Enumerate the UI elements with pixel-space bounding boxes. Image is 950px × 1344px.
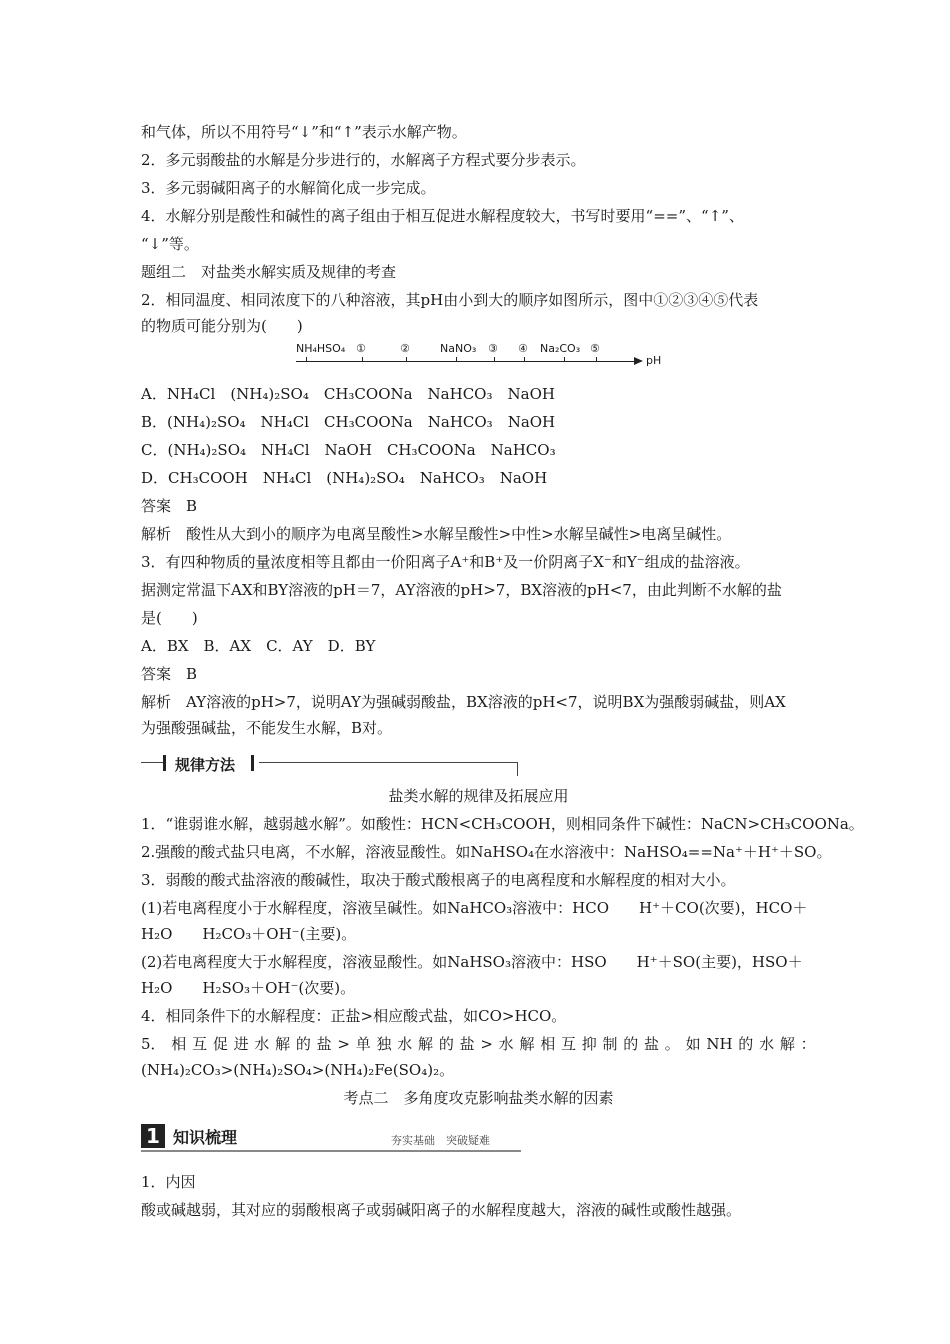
justified-char: 盐 [459, 1035, 475, 1053]
text-line: 和气体，所以不用符号“↓”和“↑”表示水解产物。 [141, 123, 467, 141]
justified-char: 解 [275, 1035, 291, 1053]
justified-char: 水 [759, 1035, 775, 1053]
justified-char: 的 [295, 1035, 311, 1053]
ph-tick [596, 357, 597, 361]
justified-char: 盐 [316, 1035, 332, 1053]
justified-char: 相 [171, 1035, 187, 1053]
ph-tick [564, 357, 565, 361]
justified-char: 。 [664, 1035, 680, 1053]
justified-char: 相 [540, 1035, 556, 1053]
answer-text: 答案 B [141, 665, 198, 683]
ph-tick [494, 357, 495, 361]
justified-char: 互 [560, 1035, 576, 1053]
section-heading: 题组二 对盐类水解实质及规律的考查 [141, 263, 397, 281]
rule-item: 2.强酸的酸式盐只电离，不水解，溶液显酸性。如NaHSO₄在水溶液中：NaHSO₄==Na⁺＋H⁺＋SO。 [141, 843, 832, 861]
answer-text: 答案 B [141, 497, 198, 515]
method-rule-right [259, 762, 517, 763]
justified-char: 水 [397, 1035, 413, 1053]
question-text: 据测定常温下AX和BY溶液的pH＝7，AY溶液的pH>7，BX溶液的pH<7，由此判断不水解的盐 [141, 581, 782, 599]
justified-char: 如 [685, 1035, 701, 1053]
explanation-text: 解析 酸性从大到小的顺序为电离呈酸性>水解呈酸性>中性>水解呈碱性>电离呈碱性。 [141, 525, 732, 543]
justified-char: 进 [233, 1035, 249, 1053]
explanation-text: 解析 AY溶液的pH>7，说明AY为强碱弱酸盐，BX溶液的pH<7，说明BX为强酸弱碱盐，则AX [141, 693, 786, 711]
rule-item: 1．“谁弱谁水解，越弱越水解”。如酸性：HCN<CH₃COOH，则相同条件下碱性：NaCN>CH₃COONa。 [141, 815, 864, 833]
ph-scale-label: ④ [518, 342, 528, 355]
ph-tick [406, 357, 407, 361]
justified-char: 解 [519, 1035, 535, 1053]
rule-item-justified [141, 1034, 816, 1054]
question-text: 的物质可能分别为( ) [141, 317, 303, 335]
rule-item: H₂O H₂CO₃＋OH⁻(主要)。 [141, 925, 357, 943]
knowledge-subtitle: 夯实基础 突破疑难 [391, 1134, 490, 1147]
ph-tick [306, 357, 307, 361]
rule-title: 盐类水解的规律及拓展应用 [388, 787, 569, 805]
rule-item: 4．相同条件下的水解程度：正盐>相应酸式盐，如CO>HCO。 [141, 1007, 567, 1025]
method-rule-cap [517, 762, 518, 776]
ph-scale-diagram [296, 342, 662, 374]
question-text: 是( ) [141, 609, 198, 627]
text-line: 3．多元弱碱阳离子的水解简化成一步完成。 [141, 179, 436, 197]
knowledge-title: 知识梳理 [173, 1128, 238, 1147]
justified-char: 抑 [581, 1035, 597, 1053]
ph-tick [456, 357, 457, 361]
justified-char: 水 [498, 1035, 514, 1053]
justified-char: 5． [141, 1035, 166, 1053]
text-line: “↓”等。 [141, 235, 199, 253]
justified-char: > [480, 1035, 493, 1053]
rule-item: (2)若电离程度大于水解程度，溶液显酸性。如NaHSO₃溶液中：HSO H⁺＋SO(主要)，HSO＋ [141, 953, 803, 971]
justified-char: 的 [438, 1035, 454, 1053]
option-d: D．CH₃COOH NH₄Cl (NH₄)₂SO₄ NaHCO₃ NaOH [141, 469, 548, 487]
knowledge-underline [141, 1150, 521, 1152]
option-a: A．NH₄Cl (NH₄)₂SO₄ CH₃COONa NaHCO₃ NaOH [141, 385, 555, 403]
question-text: 2．相同温度、相同浓度下的八种溶液，其pH由小到大的顺序如图所示，图中①②③④⑤代表 [141, 291, 759, 309]
method-box-header [141, 754, 521, 780]
text-line: 酸或碱越弱，其对应的弱酸根离子或弱碱阳离子的水解程度越大，溶液的碱性或酸性越强。 [141, 1201, 742, 1219]
justified-char: 盐 [644, 1035, 660, 1053]
explanation-text: 为强酸强碱盐，不能发生水解，B对。 [141, 719, 393, 737]
section-title: 考点二 多角度攻克影响盐类水解的因素 [343, 1089, 614, 1107]
method-bar-mark [251, 755, 254, 771]
option-b: B．(NH₄)₂SO₄ NH₄Cl CH₃COONa NaHCO₃ NaOH [141, 413, 556, 431]
knowledge-box-header [141, 1124, 521, 1148]
justified-char: 促 [212, 1035, 228, 1053]
method-bar-mark [163, 755, 166, 771]
method-title: 规律方法 [175, 756, 236, 774]
ph-scale-label: ⑤ [590, 342, 600, 355]
rule-item: (1)若电离程度小于水解程度，溶液呈碱性。如NaHCO₃溶液中：HCO H⁺＋CO(次要)，HCO＋ [141, 899, 808, 917]
text-line: 2．多元弱酸盐的水解是分步进行的，水解离子方程式要分步表示。 [141, 151, 586, 169]
question-text: 3．有四种物质的量浓度相等且都由一价阳离子A⁺和B⁺及一价阴离子X⁻和Y⁻组成的盐溶液。 [141, 553, 750, 571]
rule-item: H₂O H₂SO₃＋OH⁻(次要)。 [141, 979, 356, 997]
ph-scale-label: ① [356, 342, 366, 355]
ph-axis-label: pH [646, 354, 662, 367]
justified-char: 水 [254, 1035, 270, 1053]
justified-char: 独 [376, 1035, 392, 1053]
question-options: A．BX B．AX C．AY D．BY [141, 637, 376, 655]
ph-scale-label: Na₂CO₃ [540, 342, 581, 355]
ph-tick [524, 357, 525, 361]
justified-char: 的 [738, 1035, 754, 1053]
ph-tick [362, 357, 363, 361]
rule-item: 3．弱酸的酸式盐溶液的酸碱性，取决于酸式酸根离子的电离程度和水解程度的相对大小。 [141, 871, 736, 889]
ph-scale-label: ③ [488, 342, 498, 355]
justified-char: 互 [192, 1035, 208, 1053]
ph-scale-label: NaNO₃ [440, 342, 477, 355]
rule-item: (NH₄)₂CO₃>(NH₄)₂SO₄>(NH₄)₂Fe(SO₄)₂。 [141, 1061, 455, 1079]
justified-char: > [337, 1035, 350, 1053]
ph-scale-label: ② [400, 342, 410, 355]
justified-char: 的 [623, 1035, 639, 1053]
method-rule-left [141, 762, 163, 763]
text-line: 4．水解分别是酸性和碱性的离子组由于相互促进水解程度较大，书写时要用“==”、“↑”、 [141, 207, 744, 225]
justified-char: 解 [779, 1035, 795, 1053]
knowledge-number-badge: 1 [141, 1124, 165, 1148]
justified-char: NH [706, 1035, 733, 1053]
ph-scale-label: NH₄HSO₄ [296, 342, 346, 355]
justified-char: 单 [355, 1035, 371, 1053]
justified-char: 制 [602, 1035, 618, 1053]
justified-char: ： [800, 1035, 816, 1053]
option-c: C．(NH₄)₂SO₄ NH₄Cl NaOH CH₃COONa NaHCO₃ [141, 441, 556, 459]
ph-axis-line [296, 361, 636, 362]
ph-axis-arrow [634, 357, 643, 365]
text-line: 1．内因 [141, 1173, 196, 1191]
justified-char: 解 [418, 1035, 434, 1053]
